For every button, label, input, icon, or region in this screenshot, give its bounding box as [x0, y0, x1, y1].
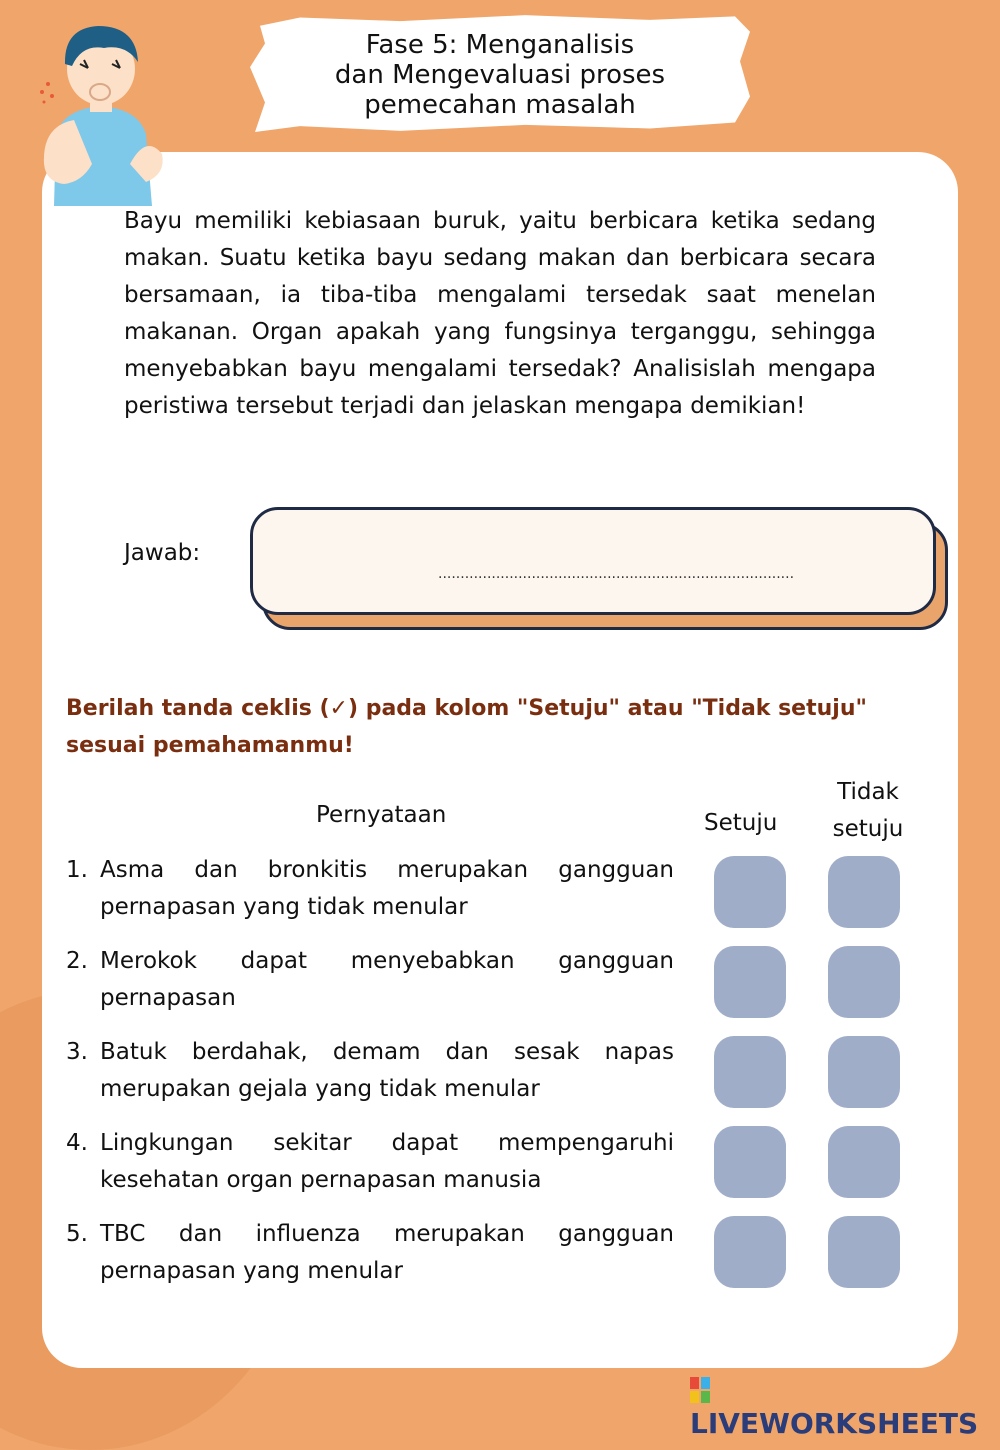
- title-line-1: Fase 5: Menganalisis: [365, 30, 635, 60]
- page-title: [260, 30, 740, 120]
- statement-text: Merokok dapat menyebabkan gangguan pernapasan: [100, 948, 674, 1011]
- header-disagree-line-2: setuju: [832, 816, 904, 842]
- agree-checkbox-3[interactable]: [714, 1036, 786, 1108]
- statement-number: 4.: [66, 1130, 88, 1156]
- agree-checkbox-1[interactable]: [714, 856, 786, 928]
- title-line-3: pemecahan masalah: [364, 90, 636, 120]
- statement-text: Batuk berdahak, demam dan sesak napas merupakan gejala yang tidak menular: [100, 1039, 674, 1102]
- brand-name: LIVEWORKSHEETS: [690, 1407, 979, 1440]
- statement-number: 2.: [66, 948, 88, 974]
- instruction-text: Berilah tanda ceklis (✓) pada kolom "Setuju" atau "Tidak setuju" sesuai pemahamanmu!: [66, 696, 867, 758]
- liveworksheets-logo: [690, 1374, 1000, 1440]
- statement-text: Asma dan bronkitis merupakan gangguan pernapasan yang tidak menular: [100, 857, 674, 920]
- disagree-checkbox-3[interactable]: [828, 1036, 900, 1108]
- live-logo-icon: [690, 1377, 710, 1403]
- coughing-boy-icon: [34, 14, 168, 206]
- statement-number: 3.: [66, 1039, 88, 1065]
- answer-input[interactable]: [250, 507, 936, 615]
- header-disagree: [828, 774, 908, 848]
- disagree-checkbox-1[interactable]: [828, 856, 900, 928]
- header-agree: Setuju: [704, 810, 778, 836]
- agree-checkbox-5[interactable]: [714, 1216, 786, 1288]
- title-line-2: dan Mengevaluasi proses: [334, 60, 666, 90]
- agree-checkbox-4[interactable]: [714, 1126, 786, 1198]
- disagree-checkbox-2[interactable]: [828, 946, 900, 1018]
- agree-checkbox-2[interactable]: [714, 946, 786, 1018]
- disagree-checkbox-4[interactable]: [828, 1126, 900, 1198]
- disagree-checkbox-5[interactable]: [828, 1216, 900, 1288]
- answer-label: Jawab:: [124, 540, 201, 566]
- statement-number: 5.: [66, 1221, 88, 1247]
- statement-text: Lingkungan sekitar dapat mempengaruhi kesehatan organ pernapasan manusia: [100, 1130, 674, 1193]
- case-description: Bayu memiliki kebiasaan buruk, yaitu berbicara ketika sedang makan. Suatu ketika bayu sedang makan dan berbicara secara bersamaan, ia tiba-tiba mengalami tersedak saat menelan makanan. Organ apakah yang fungsinya terganggu, sehingga menyebabkan bayu mengalami tersedak? Analisislah mengapa peristiwa tersebut terjadi dan jelaskan mengapa demikian!: [124, 208, 876, 419]
- answer-placeholder: ................................................................................: [438, 566, 795, 582]
- statement-number: 1.: [66, 857, 88, 883]
- header-statement: Pernyataan: [316, 802, 447, 828]
- statement-text: TBC dan influenza merupakan gangguan pernapasan yang menular: [100, 1221, 674, 1284]
- header-disagree-line-1: Tidak: [837, 779, 899, 805]
